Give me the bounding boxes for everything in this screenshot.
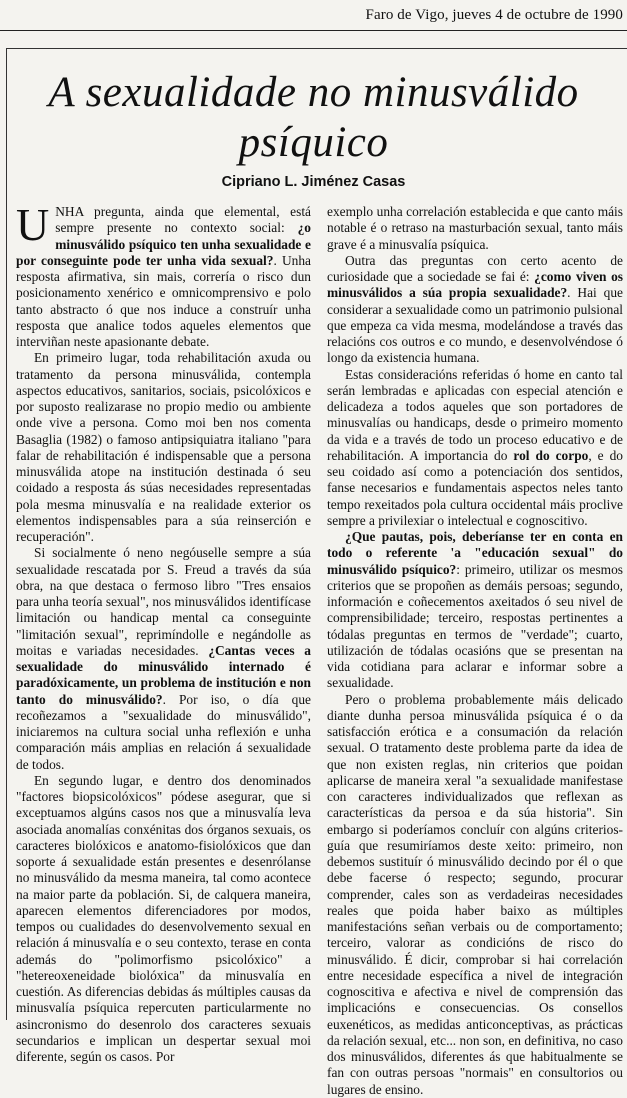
text-run: NHA pregunta, ainda que elemental, está sempre presente no contexto social: (55, 204, 311, 236)
article-column-left (16, 199, 311, 1064)
text-run: . Por iso, o día que recoñezamos a "sexualidade do minusválido", iniciaremos na cultura social unha reflexión e unha comparación máis amplias en relación á sexualidade de todos. (16, 691, 311, 772)
text-run: Estas consideracións referidas ó home en canto tal serán lembradas e aplicadas con especial atención e delicadeza a todos aqueles que son portadores de minusvalías ou handicaps, desde o primeiro momento da vida e a través de todo un proceso educativo e de rehabilitación. A importancia do (327, 366, 623, 463)
paragraph (16, 350, 311, 545)
article-title (0, 68, 627, 168)
article-title-line-2: psíquico (238, 119, 389, 166)
paragraph (327, 529, 623, 692)
paragraph (16, 773, 311, 1066)
paragraph (327, 367, 623, 530)
bold-text-run: ¿o minusválido psíquico ten unha sexualidade e por conseguinte pode ter unha vida sexual? (16, 220, 311, 268)
text-run: En primeiro lugar, toda rehabilitación axuda ou tratamento da persona minusválida, contempla aspectos educativos, sanitarios, sociais, psicolóxicos e por suposto realizarase no propio medio ou ambiente onde vive a persona. Como moi ben nos comenta Basaglia (1982) o famoso antipsiquiatra italiano "para falar de rehabilitación é indispensable que a persona minusválida atope na institución destinada ó seu coidado a resposta ás súas necesidades representadas pola mesma minusvalía e na realidade exterior os elementos indispensables para a súa reinserción e recuperación". (16, 350, 311, 544)
text-run: . Hai que considerar a sexualidade como un patrimonio pulsional que empeza ca vida mesma, modelándose a través das relacións cos outros e co mundo, e desenvolvéndose ó longo da existencia humana. (327, 285, 623, 366)
text-run: , e do seu coidado así como a potenciación dos sentidos, fanse necesarios e fundamentais aspectos neles tanto tempo rexeitados pola cultura occidental máis proclive sempre a privilexiar o intelectual e cognoscitivo. (327, 447, 623, 528)
bold-text-run: ¿Cantas veces a sexualidade do minusválido internado é paradóxicamente, un problema de institución e non tanto do minusválido? (16, 642, 311, 707)
article-title-line-1: A sexualidade no minusválido (48, 69, 579, 116)
paragraph (327, 204, 623, 253)
text-run: En segundo lugar, e dentro dos denominados "factores biopsicolóxicos" pódese asegurar, que si exceptuamos algúns casos nos que a minusvalía leva asociada anomalías conxénitas dos órganos sexuais, os caracteres biolóxicos e anatomo-fisiolóxicos que dan soporte á sexualidade están presentes e desenrólanse no minusválido da mesma maneira, tal como acontece na maior parte da población. Si, de calquera maneira, aparecen elementos diferenciadores por modos, tempos ou cualidades do desenvolvemento sexual en relación á minusvalía e o seu contexto, terase en conta además do "polimorfismo psicolóxico" a "hetereoxeneidade biolóxica" da minusvalía en cuestión. As diferencias debidas ás múltiples causas da minusvalía psíquica repercuten particularmente no asincronismo do desenrolo dos caracteres sexuais secundarios e implican un despertar sexual moi diferente, según os casos. Por (16, 772, 311, 1064)
bold-text-run: ¿como viven os minusválidos a súa propia sexualidade? (327, 269, 623, 301)
text-run: exemplo unha correlación establecida e que canto máis notable é o retraso na masturbación sexual, tanto máis grave é a minusvalía psíquica. (327, 204, 623, 252)
paragraph (16, 545, 311, 773)
paragraph (16, 199, 311, 350)
bold-text-run: ¿Que pautas, pois, deberíanse ter en conta en todo o referente 'a "educación sexual" do minusválido psíquico? (327, 529, 623, 577)
paragraph (327, 692, 623, 1098)
article-author: Cipriano L. Jiménez Casas (221, 174, 406, 190)
text-run: Pero o problema probablemente máis delicado diante dunha persoa minusválida psíquica é o da satisfacción erótica e a consumación da relación sexual. O tratamento deste problema parte da idea de que non existen reglas, nin criterios que poidan aplicarse de maneira xeral "a sexualidade manifestase con caracteres individualizados que reflexan as características da persoa e da súa historia". Sin embargo si poderíamos concluír con algúns criterios-guía que resumiríamos deste xeito: primeiro, non debemos sustituír ó minusválido decindo por él o que debe facerse ó respecto; segundo, procurar comprender, cales son as verdadeiras necesidades reales que poida haber baixo as múltiples manifestacións señan verbais ou de comportamento; terceiro, valorar as condicións de risco do minusválido. É dicir, comprobar si hai correlación entre necesidade específica a nivel de integración cognoscitiva e afectiva e nivel de comprensión das implicacións e consecuencias. Os consellos euxenéticos, as medidas anticonceptivas, as prácticas da relación sexual, etc... non son, en definitiva, no caso dos minusválidos, diferentes ás que habitualmente se fan con outras persoas "normais" en consultorios ou lugares de ensino. (327, 691, 623, 1097)
text-run: Outra das preguntas con certo acento de curiosidade que a sociedade se fai é: (327, 252, 623, 284)
text-run: . Unha resposta afirmativa, sin mais, correría o risco dun posicionamento xenérico e omnicomprensivo e polo tanto abstracto ó que nos induce a construír unha resposta que analice todos aqueles elementos que interviñan neste apasionante debate. (16, 252, 311, 349)
text-run: : primeiro, utilizar os mesmos criterios que se propoñen as demáis persoas; segundo, información e coñecementos axeitados ó seu nivel de comprensibilidade; terceiro, respostas pertinentes a tódalas preguntas en termos de "verdade"; cuarto, utilización de tódalas ocasións que se presentan na vida cotidiana para aclarar e informar sobre a sexualidade. (327, 561, 623, 691)
article-column-right (327, 204, 623, 1097)
newspaper-header (0, 0, 627, 31)
newspaper-dateline: Faro de Vigo, jueves 4 de octubre de 1990 (365, 7, 623, 23)
drop-cap: U (16, 199, 50, 250)
text-run: Si socialmente ó neno negóuselle sempre a súa sexualidade rescatada por S. Freud a través da súa obra, na que destaca o fermoso libro "Tres ensaios para unha teoría sexual", nos minusválidos identifícase limitación ou handicap mental ca conseguinte "limitación sexual", reprimíndolle e negándolle as moitas e variadas necesidades. (16, 545, 311, 658)
bold-text-run: rol do corpo (513, 447, 589, 463)
paragraph (327, 253, 623, 367)
